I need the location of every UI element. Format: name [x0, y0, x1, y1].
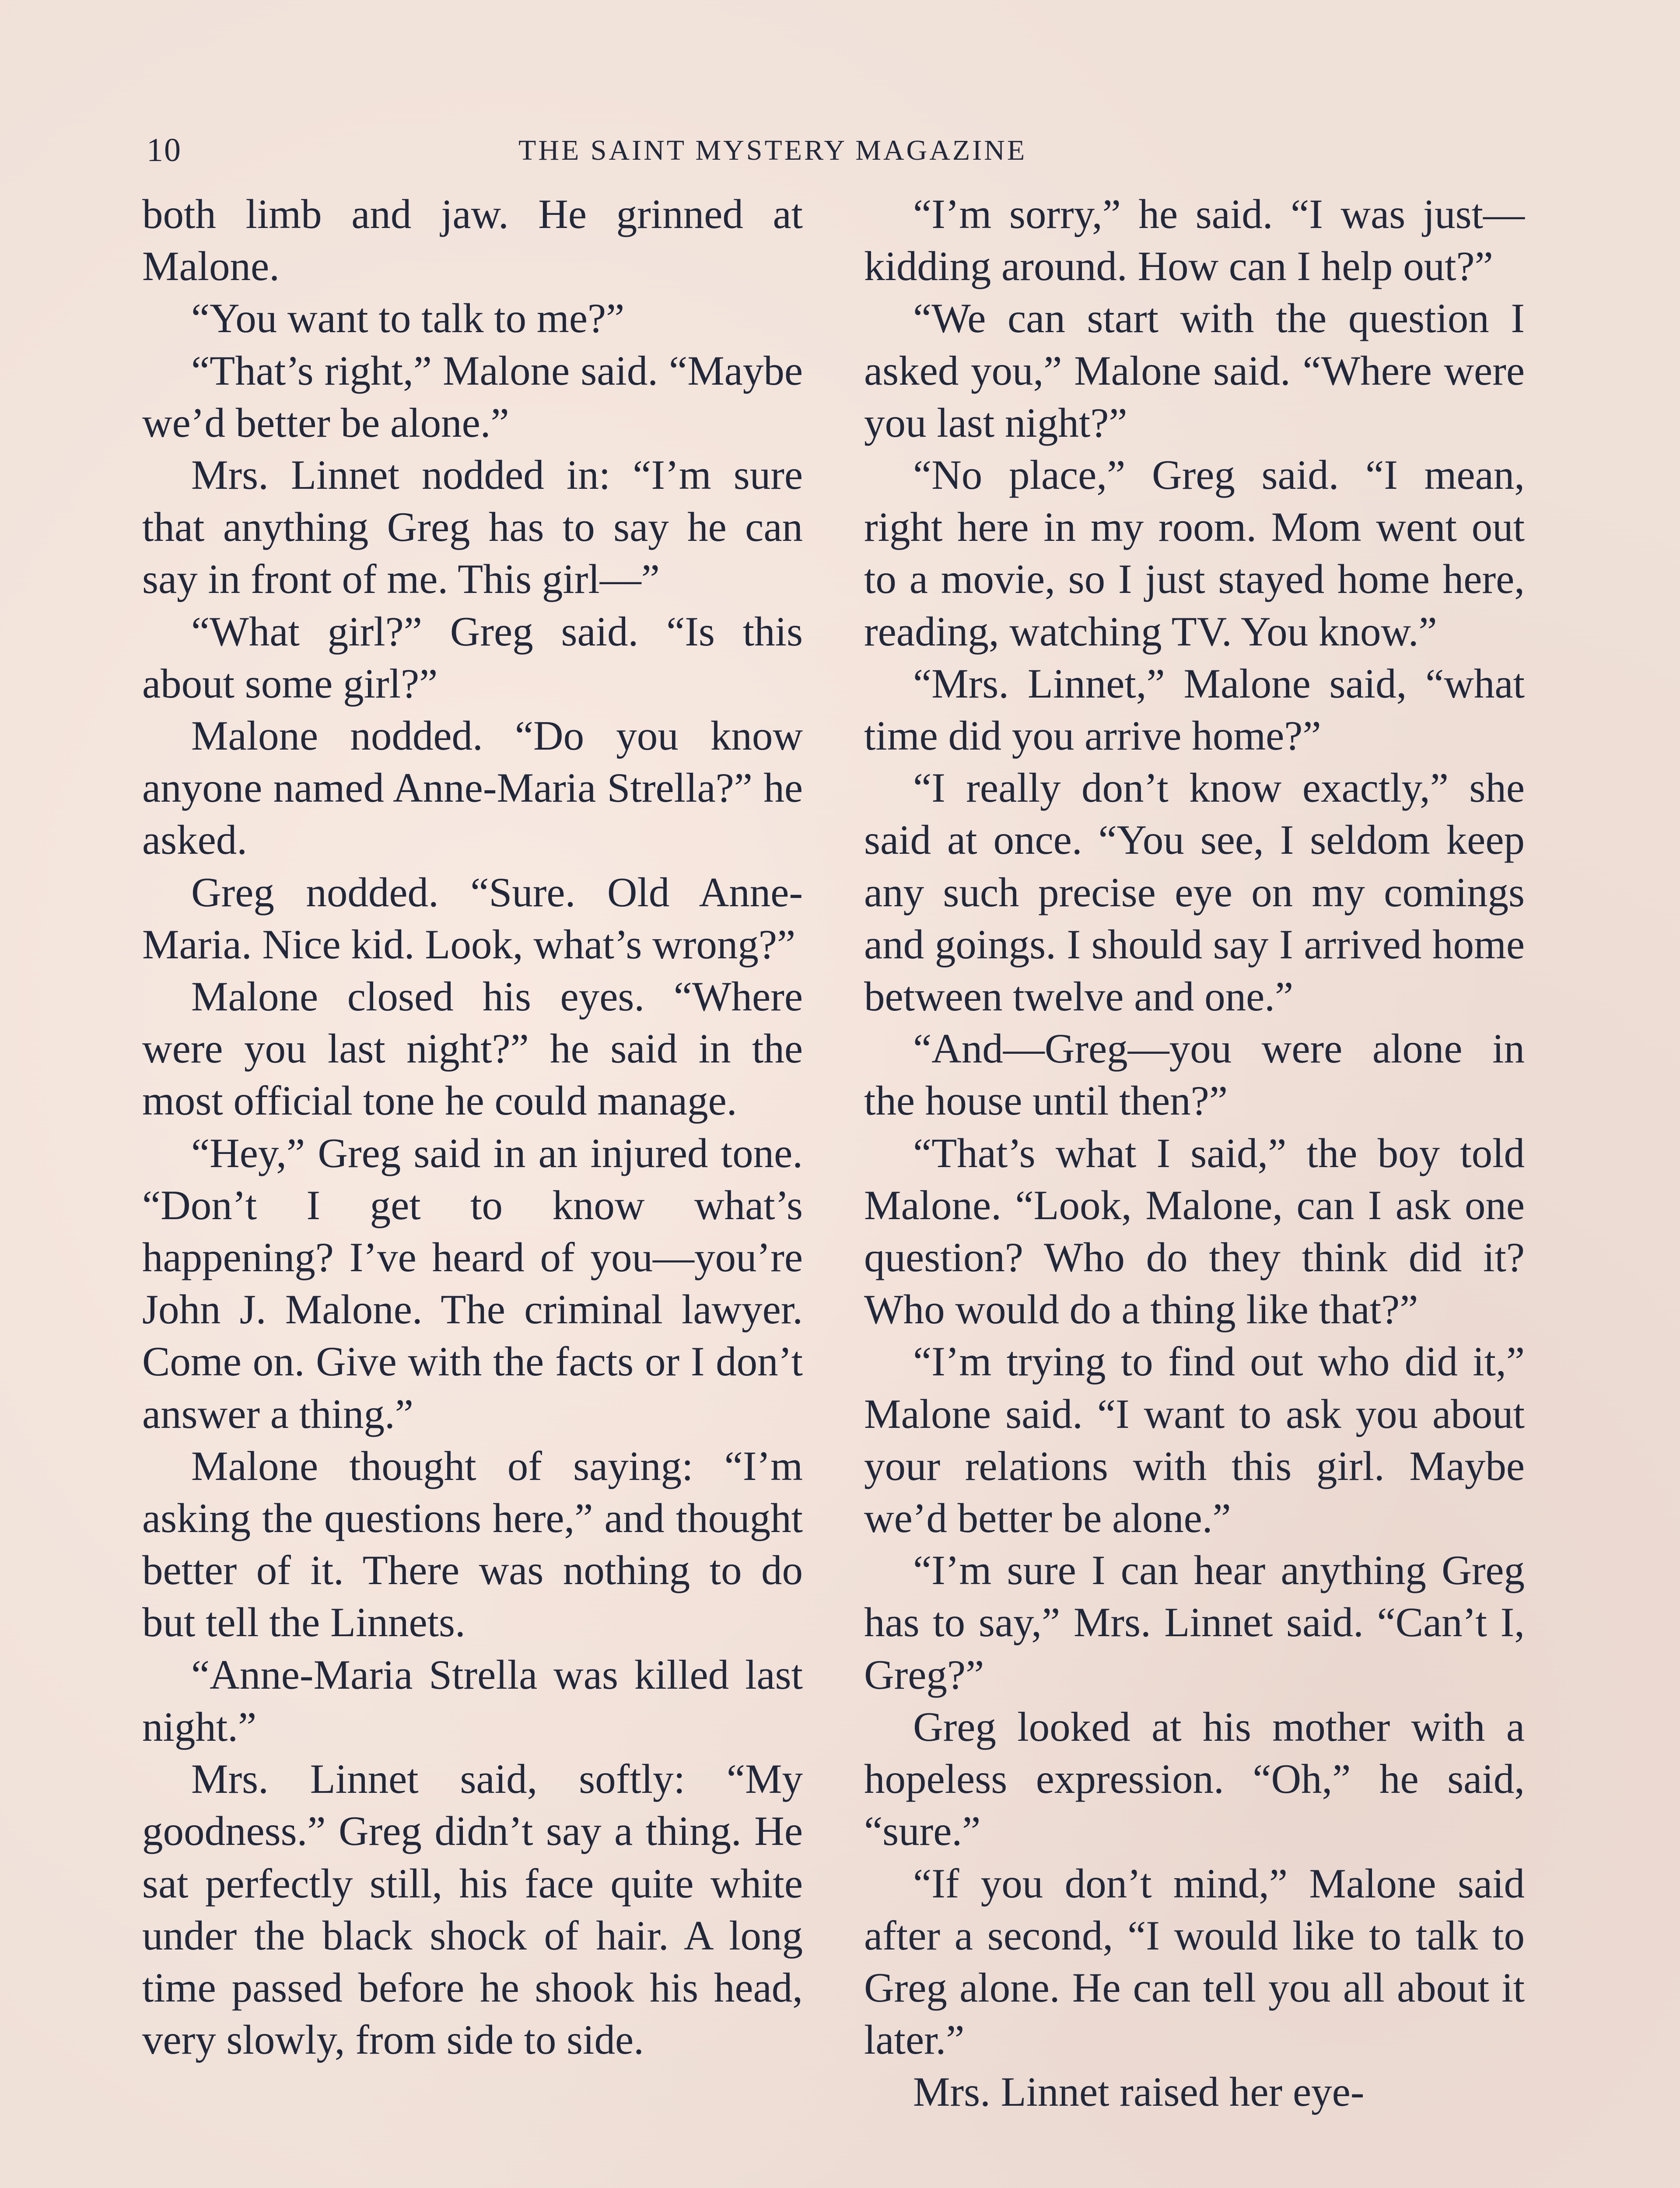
paragraph: both limb and jaw. He grinned at Malone.	[142, 191, 803, 290]
page-header	[147, 131, 1153, 179]
left-text-column	[142, 188, 803, 2066]
paragraph: “No place,” Greg said. “I mean, right here in my room. Mom went out to a movie, so I just stayed home here, reading, watching TV. You know.”	[864, 452, 1525, 655]
paragraph: “I really don’t know exactly,” she said at once. “You see, I seldom keep any such precise eye on my comings and goings. I should say I arrived home between twelve and one.”	[864, 764, 1525, 1020]
paragraph: “Anne-Maria Strella was killed last night.”	[142, 1651, 803, 1750]
paragraph: “We can start with the question I asked you,” Malone said. “Where were you last night?”	[864, 295, 1525, 446]
paragraph: “If you don’t mind,” Malone said after a second, “I would like to talk to Greg alone. He can tell you all about it later.”	[864, 1860, 1525, 2063]
paragraph: “Mrs. Linnet,” Malone said, “what time did you arrive home?”	[864, 660, 1525, 759]
paragraph: “What girl?” Greg said. “Is this about some girl?”	[142, 608, 803, 707]
paragraph: Mrs. Linnet nodded in: “I’m sure that anything Greg has to say he can say in front of me. This girl—”	[142, 452, 803, 603]
paragraph: “Hey,” Greg said in an injured tone. “Don’t I get to know what’s happening? I’ve heard of you—you’re John J. Malone. The criminal lawyer. Come on. Give with the facts or I don’t answer a thing.”	[142, 1129, 803, 1437]
page-number: 10	[147, 132, 182, 168]
paragraph: Greg nodded. “Sure. Old Anne-Maria. Nice kid. Look, what’s wrong?”	[142, 869, 803, 968]
running-title: THE SAINT MYSTERY MAGAZINE	[518, 134, 1027, 166]
paragraph: Mrs. Linnet raised her eye-	[913, 2069, 1365, 2115]
paragraph: “That’s right,” Malone said. “Maybe we’d better be alone.”	[142, 347, 803, 446]
paragraph: “That’s what I said,” the boy told Malone. “Look, Malone, can I ask one question? Who do they think did it? Who would do a thing like that?”	[864, 1129, 1525, 1333]
paragraph: “I’m sure I can hear anything Greg has to say,” Mrs. Linnet said. “Can’t I, Greg?”	[864, 1547, 1525, 1698]
paragraph: Malone closed his eyes. “Where were you last night?” he said in the most official tone he could manage.	[142, 973, 803, 1124]
paragraph: “And—Greg—you were alone in the house until then?”	[864, 1025, 1525, 1124]
paragraph: Malone nodded. “Do you know anyone named Anne-Maria Strella?” he asked.	[142, 712, 803, 863]
right-text-column	[864, 188, 1525, 2118]
paragraph: Malone thought of saying: “I’m asking the questions here,” and thought better of it. There was nothing to do but tell the Linnets.	[142, 1442, 803, 1646]
paragraph: “I’m trying to find out who did it,” Malone said. “I want to ask you about your relations with this girl. Maybe we’d better be alone.”	[864, 1338, 1525, 1542]
paragraph: “You want to talk to me?”	[191, 295, 625, 342]
paragraph: Mrs. Linnet said, softly: “My goodness.” Greg didn’t say a thing. He sat perfectly still, his face quite white under the black shock of hair. A long time passed before he shook his head, very slowly, from side to side.	[142, 1756, 803, 2063]
paragraph: “I’m sorry,” he said. “I was just—kidding around. How can I help out?”	[864, 191, 1525, 290]
paragraph: Greg looked at his mother with a hopeless expression. “Oh,” he said, “sure.”	[864, 1703, 1525, 1855]
